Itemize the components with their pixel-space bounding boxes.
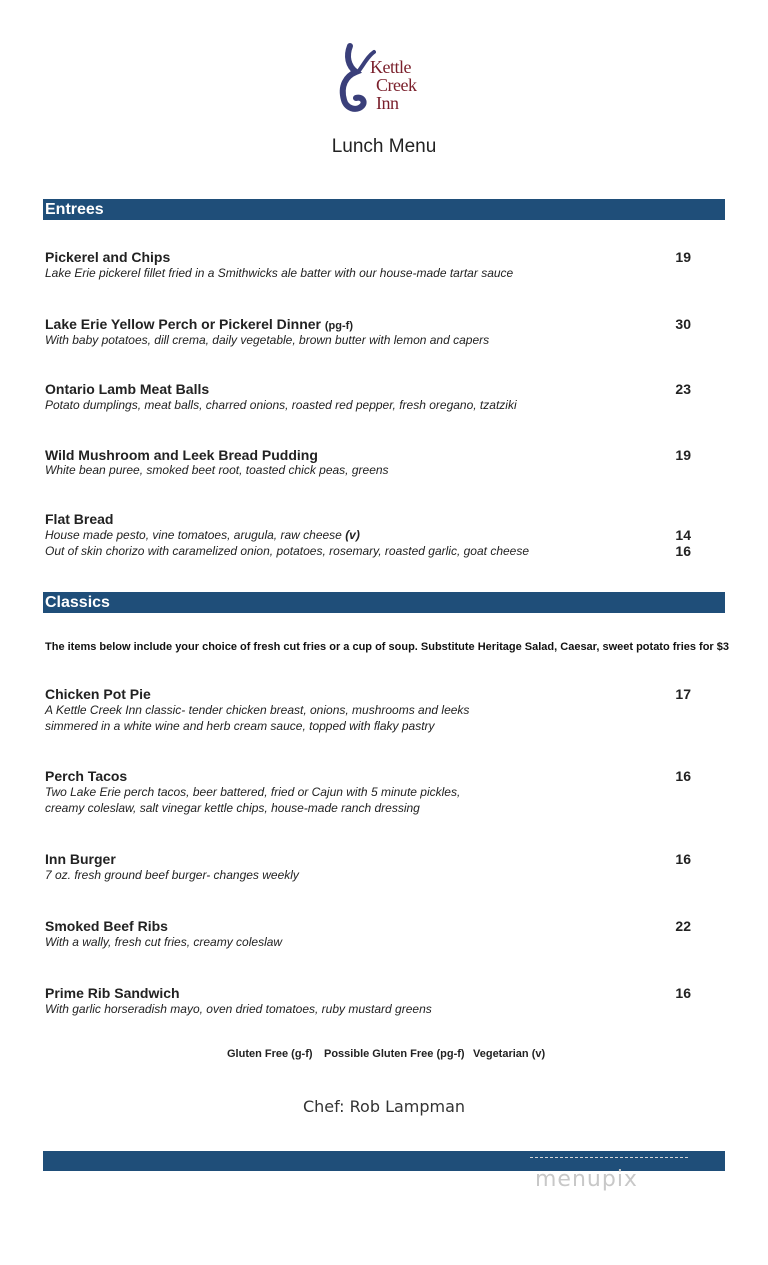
menu-item-description: A Kettle Creek Inn classic- tender chicken breast, onions, mushrooms and leeks xyxy=(45,703,470,717)
menu-item-name: Pickerel and Chips xyxy=(45,249,171,265)
dietary-tag: (pg-f) xyxy=(324,320,353,332)
menu-item-name: Wild Mushroom and Leek Bread Pudding xyxy=(45,447,318,463)
menu-item-price: 16 xyxy=(675,543,691,559)
menu-item-name: Inn Burger xyxy=(45,851,116,867)
legend-gluten-free: Gluten Free (g-f) xyxy=(227,1048,313,1060)
legend-possible-gluten-free: Possible Gluten Free (pg-f) xyxy=(324,1048,465,1060)
watermark-divider xyxy=(530,1157,688,1158)
chef-credit: Chef: Rob Lampman xyxy=(302,1097,466,1116)
menu-item-price: 16 xyxy=(675,985,691,1001)
menu-item-price: 30 xyxy=(675,316,691,332)
menu-item-description: With baby potatoes, dill crema, daily vegetable, brown butter with lemon and capers xyxy=(45,333,490,347)
menu-item-name: Lake Erie Yellow Perch or Pickerel Dinner (pg-f) xyxy=(45,316,353,332)
menu-item-name: Flat Bread xyxy=(45,511,114,527)
menu-item-description: Two Lake Erie perch tacos, beer battered, fried or Cajun with 5 minute pickles, xyxy=(45,785,461,799)
menu-item-price: 16 xyxy=(675,768,691,784)
menu-item-description: White bean puree, smoked beet root, toasted chick peas, greens xyxy=(45,463,389,477)
menu-item-price: 23 xyxy=(675,381,691,397)
menu-item-description: simmered in a white wine and herb cream sauce, topped with flaky pastry xyxy=(45,719,435,733)
menu-item-name: Smoked Beef Ribs xyxy=(45,918,168,934)
menu-item-price: 14 xyxy=(675,527,691,543)
page-title: Lunch Menu xyxy=(331,136,437,157)
menu-item-description: 7 oz. fresh ground beef burger- changes weekly xyxy=(45,868,299,882)
logo-text-line1: Kettle xyxy=(370,57,411,77)
menu-item-description: Out of skin chorizo with caramelized onion, potatoes, rosemary, roasted garlic, goat cheese xyxy=(45,544,530,558)
section-header-classics: Classics xyxy=(43,592,725,613)
menu-item-description: With a wally, fresh cut fries, creamy coleslaw xyxy=(45,935,283,949)
menu-item-price: 16 xyxy=(675,851,691,867)
menu-item-description: Potato dumplings, meat balls, charred onions, roasted red pepper, fresh oregano, tzatziki xyxy=(45,398,517,412)
logo xyxy=(336,42,432,116)
classics-note: The items below include your choice of fresh cut fries or a cup of soup. Substitute Heritage Salad, Caesar, sweet potato fries for $3 xyxy=(45,641,729,653)
menu-item-price: 17 xyxy=(675,686,691,702)
menu-item-name: Prime Rib Sandwich xyxy=(45,985,180,1001)
menu-item-price: 22 xyxy=(675,918,691,934)
logo-mark-icon xyxy=(336,42,376,116)
dietary-tag: (v) xyxy=(345,528,360,542)
menu-item-name: Ontario Lamb Meat Balls xyxy=(45,381,210,397)
logo-text-line2: Creek xyxy=(376,75,417,95)
logo-text-line3: Inn xyxy=(376,93,399,113)
watermark: menupix xyxy=(535,1167,638,1192)
menu-item-description: creamy coleslaw, salt vinegar kettle chips, house-made ranch dressing xyxy=(45,801,420,815)
menu-item-description: With garlic horseradish mayo, oven dried tomatoes, ruby mustard greens xyxy=(45,1002,432,1016)
menu-item-name: Chicken Pot Pie xyxy=(45,686,151,702)
menu-item-name: Perch Tacos xyxy=(45,768,128,784)
section-header-entrees: Entrees xyxy=(43,199,725,220)
menu-item-description: House made pesto, vine tomatoes, arugula, raw cheese (v) xyxy=(45,528,360,542)
legend-vegetarian: Vegetarian (v) xyxy=(473,1048,546,1060)
menu-item-price: 19 xyxy=(675,447,691,463)
menu-item-description: Lake Erie pickerel fillet fried in a Smithwicks ale batter with our house-made tartar sauce xyxy=(45,266,514,280)
menu-item-price: 19 xyxy=(675,249,691,265)
